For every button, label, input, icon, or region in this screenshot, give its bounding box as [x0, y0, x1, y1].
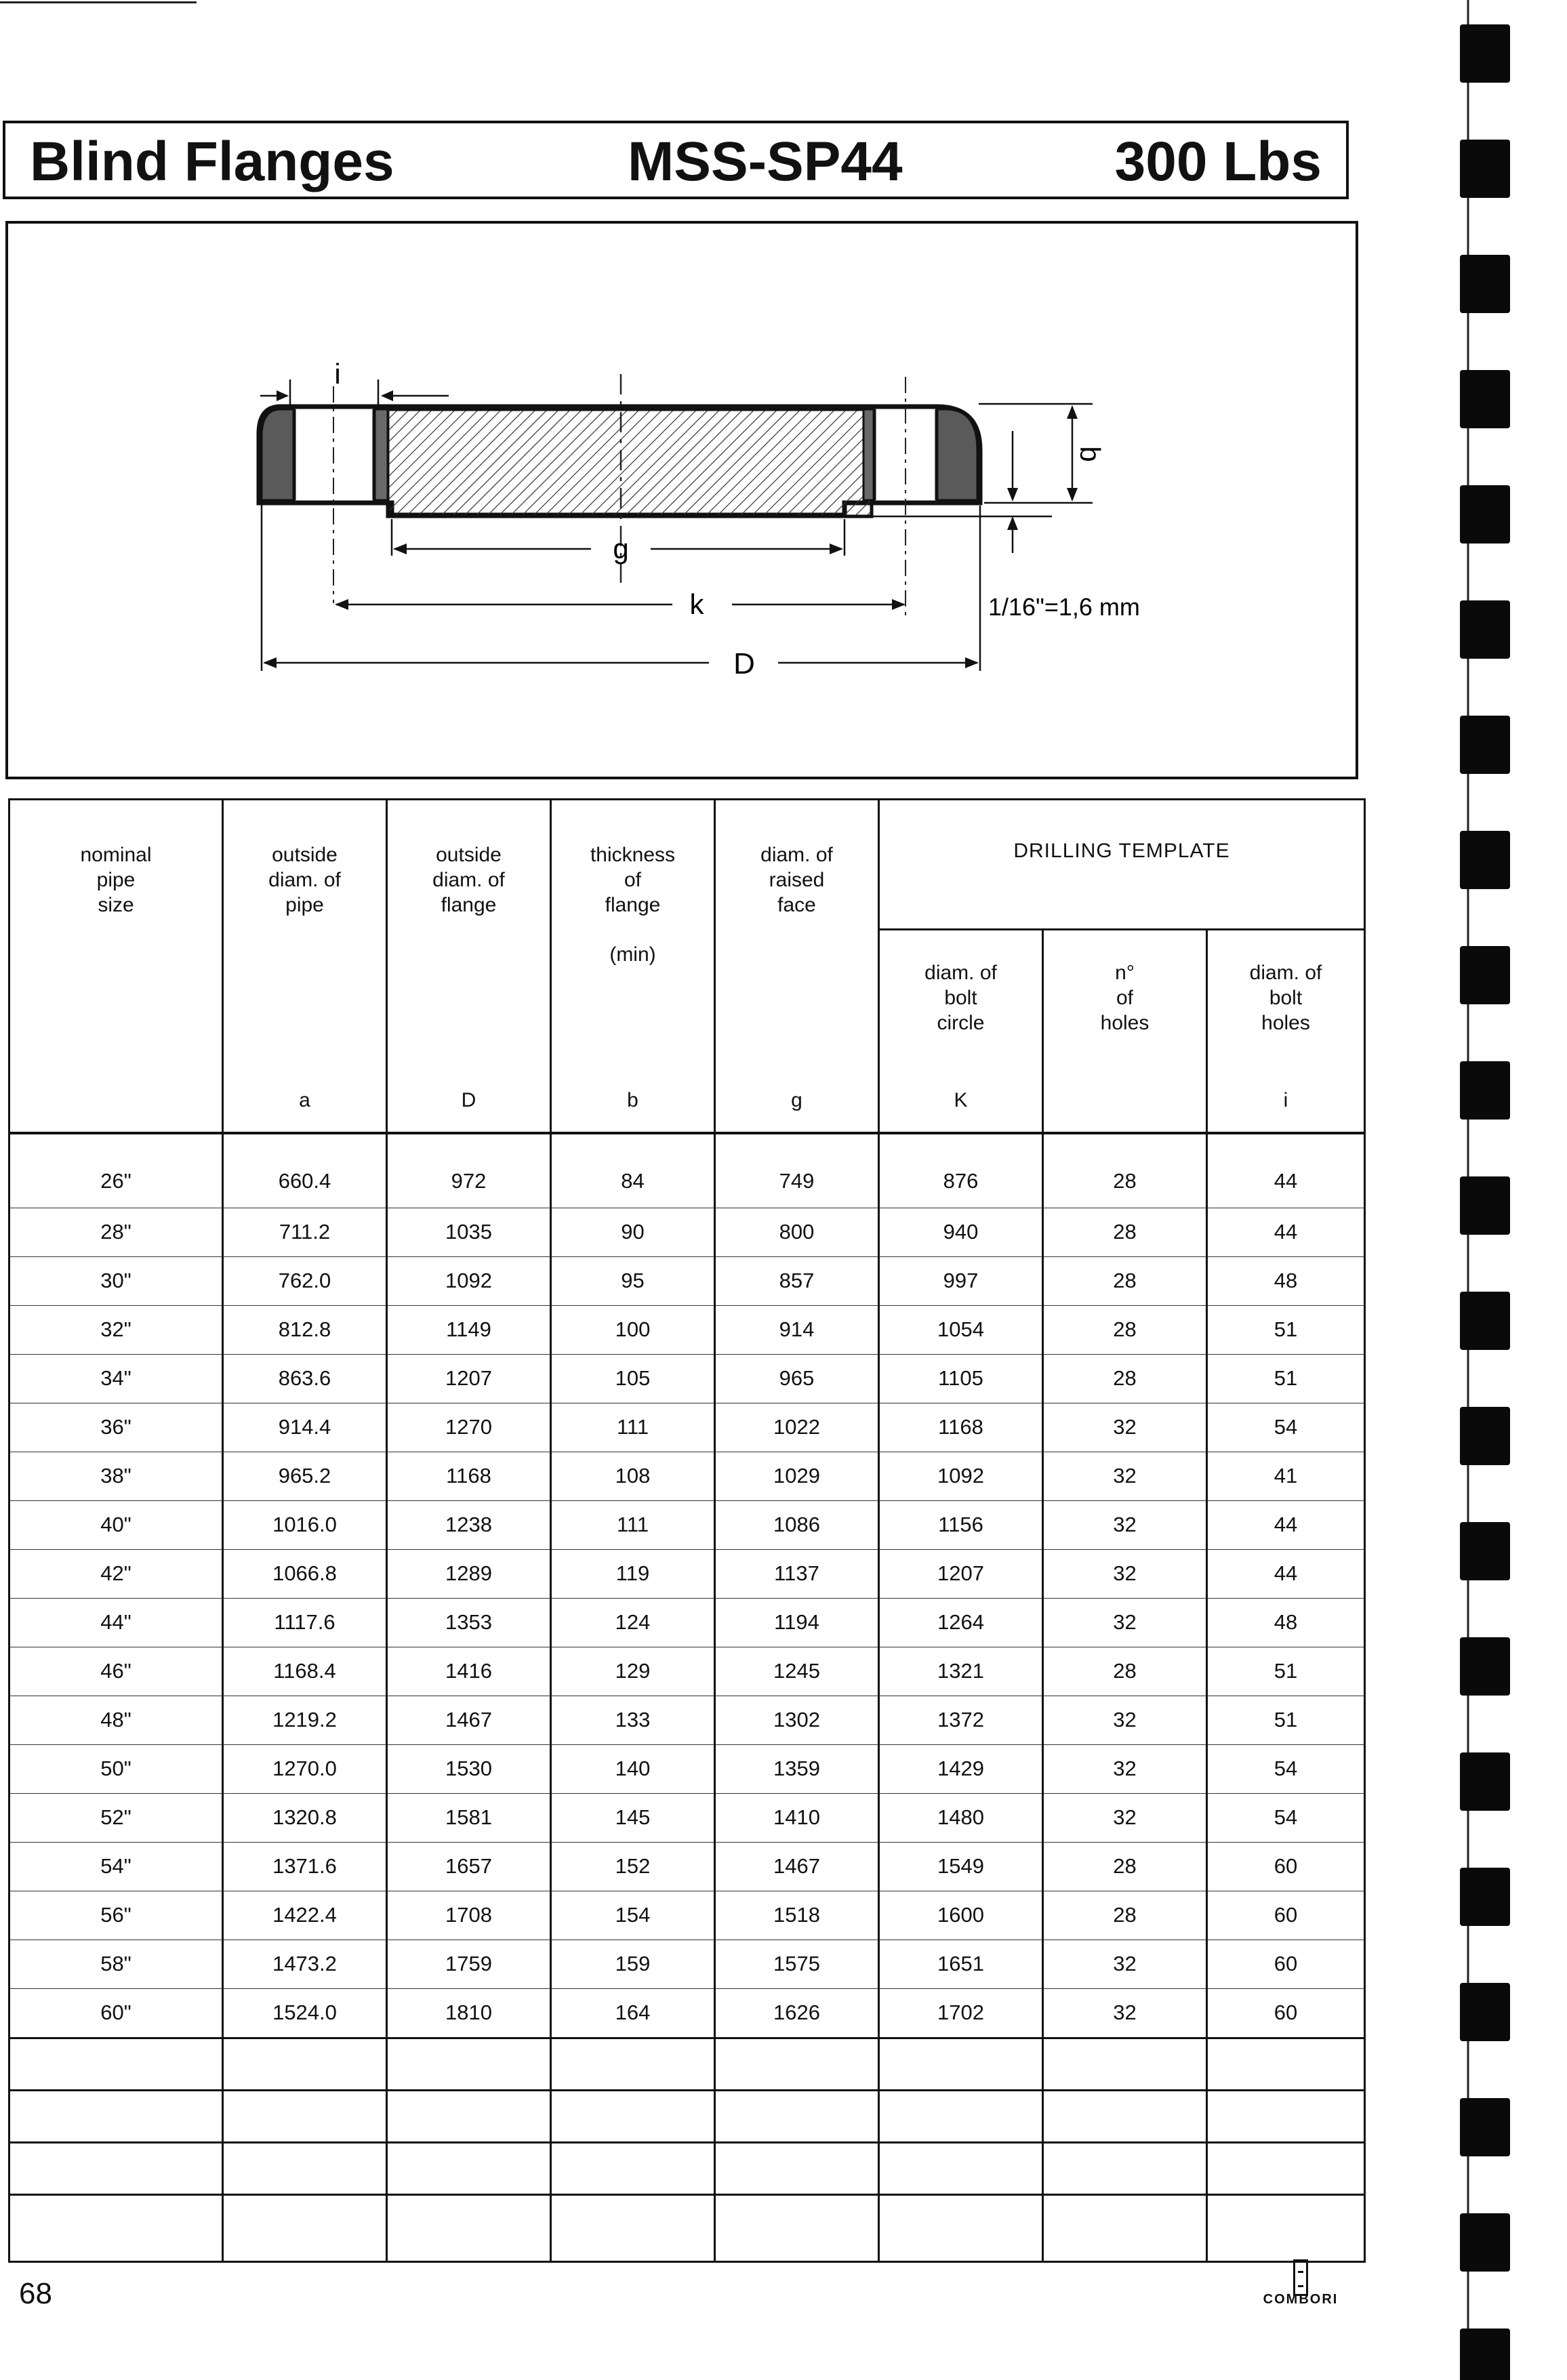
binding-hole	[1460, 831, 1510, 889]
cell-bolt-circle-diam: 1092	[879, 1452, 1043, 1500]
cell-nominal-pipe-size: 56"	[9, 1891, 223, 1940]
cell-thickness: 129	[551, 1647, 715, 1696]
binding-hole	[1460, 1637, 1510, 1696]
flange-dimensions-table	[8, 798, 1366, 2263]
table-row	[9, 1452, 1365, 1500]
binding-hole	[1460, 24, 1510, 83]
cell-outside-diam-flange: 1467	[387, 1696, 551, 1744]
cell-number-of-holes: 28	[1043, 1647, 1207, 1696]
cell-raised-face-diam: 1022	[715, 1403, 879, 1452]
empty-cell	[879, 2194, 1043, 2261]
cell-nominal-pipe-size: 60"	[9, 1988, 223, 2038]
table-header-row	[9, 800, 1365, 930]
cell-number-of-holes: 32	[1043, 1793, 1207, 1842]
col-header-drilling-template: DRILLING TEMPLATE	[879, 800, 1365, 930]
cell-outside-diam-pipe: 1270.0	[223, 1744, 387, 1793]
empty-cell	[879, 2142, 1043, 2194]
cell-bolt-circle-diam: 1321	[879, 1647, 1043, 1696]
table-row	[9, 1744, 1365, 1793]
cell-thickness: 124	[551, 1598, 715, 1647]
empty-cell	[223, 2194, 387, 2261]
col-header-raised-face: diam. of raised face g	[715, 800, 879, 1133]
cell-bolt-hole-diam: 54	[1207, 1793, 1365, 1842]
cell-outside-diam-pipe: 965.2	[223, 1452, 387, 1500]
dim-label-D: D	[733, 647, 755, 680]
thickness-min-label: (min)	[609, 943, 656, 966]
cell-outside-diam-pipe: 762.0	[223, 1256, 387, 1305]
cell-number-of-holes: 28	[1043, 1305, 1207, 1354]
cell-raised-face-diam: 1626	[715, 1988, 879, 2038]
cell-outside-diam-flange: 1207	[387, 1354, 551, 1403]
cell-outside-diam-pipe: 1066.8	[223, 1549, 387, 1598]
cell-raised-face-diam: 1302	[715, 1696, 879, 1744]
cell-bolt-hole-diam: 44	[1207, 1500, 1365, 1549]
right-flange-edge	[937, 409, 977, 500]
table-row	[9, 1208, 1365, 1256]
col-header-thickness: thickness of flange (min) b	[551, 800, 715, 1133]
cell-raised-face-diam: 1029	[715, 1452, 879, 1500]
cell-bolt-circle-diam: 1600	[879, 1891, 1043, 1940]
cell-bolt-circle-diam: 1207	[879, 1549, 1043, 1598]
cell-outside-diam-pipe: 1473.2	[223, 1940, 387, 1988]
table-row	[9, 1500, 1365, 1549]
cell-raised-face-diam: 914	[715, 1305, 879, 1354]
cell-number-of-holes: 28	[1043, 1208, 1207, 1256]
cell-bolt-circle-diam: 940	[879, 1208, 1043, 1256]
empty-cell	[1043, 2038, 1207, 2090]
table-row	[9, 1647, 1365, 1696]
binding-hole	[1460, 2328, 1510, 2380]
empty-cell	[551, 2194, 715, 2261]
binding-hole	[1460, 370, 1510, 428]
cell-outside-diam-pipe: 914.4	[223, 1403, 387, 1452]
binding-hole	[1460, 1983, 1510, 2041]
table-row	[9, 1256, 1365, 1305]
cell-thickness: 119	[551, 1549, 715, 1598]
cell-nominal-pipe-size: 44"	[9, 1598, 223, 1647]
empty-cell	[1043, 2194, 1207, 2261]
empty-cell	[715, 2142, 879, 2194]
page-number: 68	[19, 2277, 52, 2310]
empty-cell	[387, 2090, 551, 2142]
empty-cell	[9, 2038, 223, 2090]
cell-thickness: 105	[551, 1354, 715, 1403]
cell-raised-face-diam: 965	[715, 1354, 879, 1403]
empty-cell	[387, 2194, 551, 2261]
cell-bolt-circle-diam: 1156	[879, 1500, 1043, 1549]
cell-number-of-holes: 28	[1043, 1354, 1207, 1403]
cell-outside-diam-flange: 1759	[387, 1940, 551, 1988]
col-header-bolt-circle: diam. of bolt circle K	[879, 930, 1043, 1133]
cell-outside-diam-flange: 1168	[387, 1452, 551, 1500]
empty-cell	[879, 2038, 1043, 2090]
cell-number-of-holes: 28	[1043, 1842, 1207, 1891]
binding-hole	[1460, 2213, 1510, 2272]
flange-diagram-frame	[5, 221, 1358, 779]
page-title: Blind Flanges	[30, 131, 394, 192]
flange-dimensions-table-wrapper	[8, 798, 1364, 2243]
cell-thickness: 164	[551, 1988, 715, 2038]
binding-hole	[1460, 255, 1510, 313]
cell-bolt-hole-diam: 51	[1207, 1305, 1365, 1354]
cell-outside-diam-pipe: 1117.6	[223, 1598, 387, 1647]
brand-mark-icon	[1293, 2259, 1308, 2296]
symbol-D: D	[461, 1088, 476, 1111]
cell-raised-face-diam: 1137	[715, 1549, 879, 1598]
cell-outside-diam-flange: 1657	[387, 1842, 551, 1891]
binding-hole	[1460, 1868, 1510, 1926]
cell-nominal-pipe-size: 58"	[9, 1940, 223, 1988]
empty-cell	[387, 2038, 551, 2090]
symbol-g: g	[791, 1088, 802, 1111]
table-row	[9, 1696, 1365, 1744]
empty-cell	[879, 2090, 1043, 2142]
cell-thickness: 145	[551, 1793, 715, 1842]
symbol-K: K	[954, 1088, 968, 1111]
empty-cell	[223, 2038, 387, 2090]
cell-nominal-pipe-size: 48"	[9, 1696, 223, 1744]
cell-bolt-hole-diam: 48	[1207, 1598, 1365, 1647]
binding-hole	[1460, 716, 1510, 774]
cell-thickness: 152	[551, 1842, 715, 1891]
cell-outside-diam-flange: 1708	[387, 1891, 551, 1940]
cell-nominal-pipe-size: 40"	[9, 1500, 223, 1549]
cell-nominal-pipe-size: 32"	[9, 1305, 223, 1354]
spiral-binding	[1450, 0, 1567, 2380]
table-row	[9, 1549, 1365, 1598]
cell-outside-diam-flange: 1149	[387, 1305, 551, 1354]
standard-label: MSS-SP44	[628, 131, 903, 192]
col-header-outside-diam-flange: outside diam. of flange D	[387, 800, 551, 1133]
cell-raised-face-diam: 1086	[715, 1500, 879, 1549]
empty-cell	[9, 2142, 223, 2194]
empty-cell	[9, 2090, 223, 2142]
cell-thickness: 159	[551, 1940, 715, 1988]
cell-nominal-pipe-size: 26"	[9, 1133, 223, 1208]
cell-raised-face-diam: 857	[715, 1256, 879, 1305]
binding-hole	[1460, 2098, 1510, 2156]
cell-nominal-pipe-size: 36"	[9, 1403, 223, 1452]
cell-number-of-holes: 32	[1043, 1549, 1207, 1598]
cell-number-of-holes: 28	[1043, 1133, 1207, 1208]
title-bar	[3, 121, 1349, 199]
symbol-i: i	[1283, 1088, 1288, 1111]
cell-thickness: 100	[551, 1305, 715, 1354]
cell-bolt-hole-diam: 48	[1207, 1256, 1365, 1305]
cell-outside-diam-flange: 1581	[387, 1793, 551, 1842]
binding-hole	[1460, 600, 1510, 659]
top-rule	[0, 1, 197, 3]
cell-nominal-pipe-size: 28"	[9, 1208, 223, 1256]
empty-cell	[551, 2090, 715, 2142]
cell-bolt-circle-diam: 1702	[879, 1988, 1043, 2038]
table-row	[9, 1598, 1365, 1647]
empty-cell	[551, 2142, 715, 2194]
empty-cell	[551, 2038, 715, 2090]
raised-face-height-note: 1/16"=1,6 mm	[988, 593, 1140, 621]
table-row	[9, 1793, 1365, 1842]
cell-bolt-circle-diam: 1264	[879, 1598, 1043, 1647]
cell-bolt-hole-diam: 60	[1207, 1988, 1365, 2038]
empty-cell	[9, 2194, 223, 2261]
cell-nominal-pipe-size: 30"	[9, 1256, 223, 1305]
cell-bolt-circle-diam: 1429	[879, 1744, 1043, 1793]
cell-outside-diam-flange: 1353	[387, 1598, 551, 1647]
cell-thickness: 133	[551, 1696, 715, 1744]
binding-hole	[1460, 1522, 1510, 1580]
pressure-class-label: 300 Lbs	[1114, 131, 1322, 192]
col-header-nominal-pipe-size: nominal pipe size	[9, 800, 223, 1133]
cell-bolt-hole-diam: 51	[1207, 1354, 1365, 1403]
cell-raised-face-diam: 800	[715, 1208, 879, 1256]
cell-outside-diam-pipe: 1320.8	[223, 1793, 387, 1842]
brand-logo	[1257, 2259, 1345, 2307]
cell-outside-diam-flange: 1810	[387, 1988, 551, 2038]
cell-number-of-holes: 32	[1043, 1744, 1207, 1793]
cell-bolt-hole-diam: 44	[1207, 1133, 1365, 1208]
left-flange-edge	[262, 409, 294, 500]
flange-cross-section-diagram	[8, 224, 1356, 777]
cell-bolt-circle-diam: 876	[879, 1133, 1043, 1208]
cell-thickness: 90	[551, 1208, 715, 1256]
cell-bolt-hole-diam: 44	[1207, 1549, 1365, 1598]
cell-outside-diam-flange: 1270	[387, 1403, 551, 1452]
cell-thickness: 111	[551, 1403, 715, 1452]
cell-number-of-holes: 32	[1043, 1403, 1207, 1452]
cell-outside-diam-pipe: 863.6	[223, 1354, 387, 1403]
cell-bolt-hole-diam: 54	[1207, 1744, 1365, 1793]
binding-hole	[1460, 946, 1510, 1004]
cell-nominal-pipe-size: 50"	[9, 1744, 223, 1793]
cell-bolt-hole-diam: 60	[1207, 1891, 1365, 1940]
binding-hole	[1460, 485, 1510, 543]
col-header-bolt-holes: diam. of bolt holes i	[1207, 930, 1365, 1133]
cell-nominal-pipe-size: 38"	[9, 1452, 223, 1500]
binding-hole	[1460, 1292, 1510, 1350]
col-header-number-of-holes: n° of holes	[1043, 930, 1207, 1133]
cell-bolt-hole-diam: 54	[1207, 1403, 1365, 1452]
cell-number-of-holes: 32	[1043, 1500, 1207, 1549]
table-row	[9, 1133, 1365, 1208]
empty-cell	[1043, 2090, 1207, 2142]
cell-number-of-holes: 32	[1043, 1452, 1207, 1500]
empty-cell	[1043, 2142, 1207, 2194]
cell-outside-diam-flange: 1289	[387, 1549, 551, 1598]
cell-bolt-circle-diam: 1168	[879, 1403, 1043, 1452]
left-web	[374, 409, 388, 500]
cell-outside-diam-pipe: 1219.2	[223, 1696, 387, 1744]
binding-hole	[1460, 1176, 1510, 1235]
empty-table-row	[9, 2194, 1365, 2261]
cell-raised-face-diam: 1245	[715, 1647, 879, 1696]
cell-nominal-pipe-size: 42"	[9, 1549, 223, 1598]
dim-label-i: i	[334, 358, 341, 390]
cell-outside-diam-pipe: 1016.0	[223, 1500, 387, 1549]
table-body	[9, 1133, 1365, 2262]
cell-outside-diam-pipe: 711.2	[223, 1208, 387, 1256]
cell-number-of-holes: 32	[1043, 1696, 1207, 1744]
empty-cell	[715, 2038, 879, 2090]
binding-hole	[1460, 1061, 1510, 1120]
empty-table-row	[9, 2038, 1365, 2090]
cell-outside-diam-flange: 1416	[387, 1647, 551, 1696]
cell-nominal-pipe-size: 34"	[9, 1354, 223, 1403]
cell-outside-diam-flange: 1092	[387, 1256, 551, 1305]
cell-number-of-holes: 32	[1043, 1988, 1207, 2038]
dim-label-g: g	[613, 533, 629, 565]
cell-bolt-hole-diam: 51	[1207, 1647, 1365, 1696]
cell-outside-diam-pipe: 660.4	[223, 1133, 387, 1208]
cell-thickness: 154	[551, 1891, 715, 1940]
cell-outside-diam-flange: 1530	[387, 1744, 551, 1793]
cell-raised-face-diam: 1359	[715, 1744, 879, 1793]
cell-bolt-hole-diam: 41	[1207, 1452, 1365, 1500]
table-row	[9, 1842, 1365, 1891]
cell-outside-diam-pipe: 1422.4	[223, 1891, 387, 1940]
cell-raised-face-diam: 1518	[715, 1891, 879, 1940]
symbol-a: a	[299, 1088, 310, 1111]
empty-cell	[715, 2090, 879, 2142]
cell-raised-face-diam: 1575	[715, 1940, 879, 1988]
cell-bolt-hole-diam: 60	[1207, 1940, 1365, 1988]
table-row	[9, 1988, 1365, 2038]
cell-outside-diam-flange: 972	[387, 1133, 551, 1208]
table-row	[9, 1354, 1365, 1403]
cell-bolt-circle-diam: 1105	[879, 1354, 1043, 1403]
brand-name: COMBORI	[1263, 2292, 1339, 2307]
cell-bolt-circle-diam: 1054	[879, 1305, 1043, 1354]
cell-bolt-hole-diam: 44	[1207, 1208, 1365, 1256]
cell-thickness: 95	[551, 1256, 715, 1305]
table-row	[9, 1940, 1365, 1988]
cell-outside-diam-pipe: 1524.0	[223, 1988, 387, 2038]
empty-cell	[1207, 2090, 1365, 2142]
cell-bolt-hole-diam: 51	[1207, 1696, 1365, 1744]
empty-cell	[223, 2090, 387, 2142]
empty-cell	[1207, 2142, 1365, 2194]
binding-hole	[1460, 1407, 1510, 1465]
cell-raised-face-diam: 1194	[715, 1598, 879, 1647]
cell-nominal-pipe-size: 54"	[9, 1842, 223, 1891]
cell-bolt-circle-diam: 1372	[879, 1696, 1043, 1744]
cell-number-of-holes: 28	[1043, 1891, 1207, 1940]
empty-table-row	[9, 2090, 1365, 2142]
empty-cell	[387, 2142, 551, 2194]
table-row	[9, 1403, 1365, 1452]
cell-raised-face-diam: 1467	[715, 1842, 879, 1891]
empty-cell	[1207, 2038, 1365, 2090]
cell-bolt-circle-diam: 997	[879, 1256, 1043, 1305]
cell-thickness: 111	[551, 1500, 715, 1549]
cell-thickness: 108	[551, 1452, 715, 1500]
table-row	[9, 1891, 1365, 1940]
table-row	[9, 1305, 1365, 1354]
cell-number-of-holes: 32	[1043, 1940, 1207, 1988]
dim-label-b: b	[1074, 446, 1106, 462]
cell-bolt-hole-diam: 60	[1207, 1842, 1365, 1891]
empty-cell	[1207, 2194, 1365, 2261]
empty-cell	[715, 2194, 879, 2261]
cell-raised-face-diam: 749	[715, 1133, 879, 1208]
dim-label-k: k	[689, 588, 704, 620]
cell-bolt-circle-diam: 1651	[879, 1940, 1043, 1988]
cell-number-of-holes: 32	[1043, 1598, 1207, 1647]
cell-bolt-circle-diam: 1480	[879, 1793, 1043, 1842]
binding-hole	[1460, 140, 1510, 198]
cell-raised-face-diam: 1410	[715, 1793, 879, 1842]
col-header-outside-diam-pipe: outside diam. of pipe a	[223, 800, 387, 1133]
cell-nominal-pipe-size: 46"	[9, 1647, 223, 1696]
raised-face-section	[388, 409, 872, 516]
cell-thickness: 84	[551, 1133, 715, 1208]
binding-hole	[1460, 1752, 1510, 1811]
cell-outside-diam-pipe: 1371.6	[223, 1842, 387, 1891]
cell-nominal-pipe-size: 52"	[9, 1793, 223, 1842]
symbol-b: b	[627, 1088, 638, 1111]
cell-outside-diam-flange: 1238	[387, 1500, 551, 1549]
cell-bolt-circle-diam: 1549	[879, 1842, 1043, 1891]
cell-outside-diam-flange: 1035	[387, 1208, 551, 1256]
cell-outside-diam-pipe: 1168.4	[223, 1647, 387, 1696]
empty-cell	[223, 2142, 387, 2194]
empty-table-row	[9, 2142, 1365, 2194]
cell-thickness: 140	[551, 1744, 715, 1793]
cell-number-of-holes: 28	[1043, 1256, 1207, 1305]
cell-outside-diam-pipe: 812.8	[223, 1305, 387, 1354]
